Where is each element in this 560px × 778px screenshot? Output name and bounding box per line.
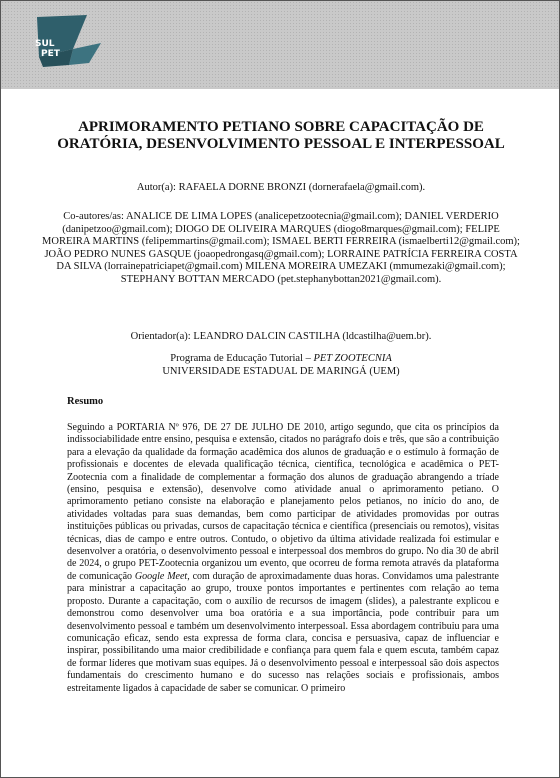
program-prefix: Programa de Educação Tutorial – (170, 353, 314, 364)
advisor-line: Orientador(a): LEANDRO DALCIN CASTILHA (ldcastilha@uem.br). (130, 331, 432, 342)
program-line (41, 353, 521, 366)
abstract-paragraph (67, 422, 499, 695)
abstract-italic-platform: Google Meet (134, 570, 188, 582)
section-heading-resumo: Resumo (67, 396, 104, 407)
abstract-body (67, 422, 499, 695)
logo-text-sul: SUL (35, 39, 55, 49)
abstract-part-2: , com duração de aproximadamente duas horas. Convidamos uma palestrante para ministrar a capacitação ao grupo, trouxe pontos importantes e pertinentes com relação ao tema proposto. Durante a capacitação, com o auxílio de recursos de imagem (slides), a palestrante explicou e demonstrou como desenvolver uma boa oratória e a sua importância, pode contribuir para um desenvolvimento pessoal e também um desenvolvimento interpessoal. Essa abordagem contribuiu para uma comunicação eficaz, sendo esta expressa de forma clara, concisa e persuasiva, capaz de influenciar e inspirar, possibilitando uma maior credibilidade e confiança para quem fala e quem escuta, também capaz de formar líderes que motivam suas equipes. Já o desenvolvimento pessoal e interpessoal são dois aspectos fundamentais do crescimento humano e do sucesso nas relações sociais e profissionais, ambos estreitamente ligados à capacidade de saber se comunicar. O primeiro (67, 570, 499, 694)
coauthors-block: Co-autores/as: ANALICE DE LIMA LOPES (analicepetzootecnia@gmail.com); DANIEL VERDERIO (danipetzoo@gmail.com); DIOGO DE OLIVEIRA MARQUES (diogo8marques@gmail.com); FELIPE MOREIRA MARTINS (felipemmartins@gmail.com); ISMAEL BERTI FERREIRA (ismaelberti12@gmail.com); JOÃO PEDRO NUNES GASQUE (joaopedrongasq@gmail.com); LORRAINE PATRÍCIA FERREIRA COSTA DA SILVA (lorrainepatriciapet@gmail.com) MILENA MOREIRA UMEZAKI (mmumezaki@gmail.com); STEPHANY BOTTAN MERCADO (pet.stephanybottan2021@gmail.com). (42, 211, 520, 285)
program-block (41, 353, 521, 378)
university-line: UNIVERSIDADE ESTADUAL DE MARINGÁ (UEM) (162, 365, 400, 377)
logo-text-pet: PET (41, 49, 60, 59)
header-band (1, 1, 559, 89)
program-name: PET ZOOTECNIA (313, 353, 392, 364)
sulpet-logo (29, 13, 113, 79)
abstract-part-1: Seguindo a PORTARIA Nº 976, DE 27 DE JULHO DE 2010, artigo segundo, que cita os princípios da indissociabilidade entre ensino, pesquisa e extensão, citados no parágrafo dois e três, que são a contribuição para a elevação da qualidade da formação acadêmica dos alunos de graduação e o estímulo à formação de profissionais e docentes de elevada qualificação técnica, científica, tecnológica e acadêmica o PET-Zootecnia com a finalidade de complementar a formação dos alunos de graduação abrangendo a tríade (ensino, pesquisa e extensão), desenvolve como atividade anual o aprimoramento petiano. O aprimoramento petiano consiste na elaboração e planejamento pelos petianos, no início do ano, de atividades voltadas para suas demandas, bem como participar de atividades promovidas por outras instituições públicas ou privadas, cursos de capacitação técnica e científica (presenciais ou remotos), visitas técnicas, dias de campo e entre outros. Contudo, o objetivo da última atividade realizada foi estimular e desenvolver a oratória, o desenvolvimento pessoal e interpessoal dos membros do grupo. No dia 30 de abril de 2024, o grupo PET-Zootecnia organizou um evento, que ocorreu de forma remota através da plataforma de comunicação (67, 422, 499, 582)
author-line: Autor(a): RAFAELA DORNE BRONZI (dornerafaela@gmail.com). (136, 182, 426, 193)
document-title: APRIMORAMENTO PETIANO SOBRE CAPACITAÇÃO DE ORATÓRIA, DESENVOLVIMENTO PESSOAL E INTERPESSOAL (57, 119, 505, 152)
